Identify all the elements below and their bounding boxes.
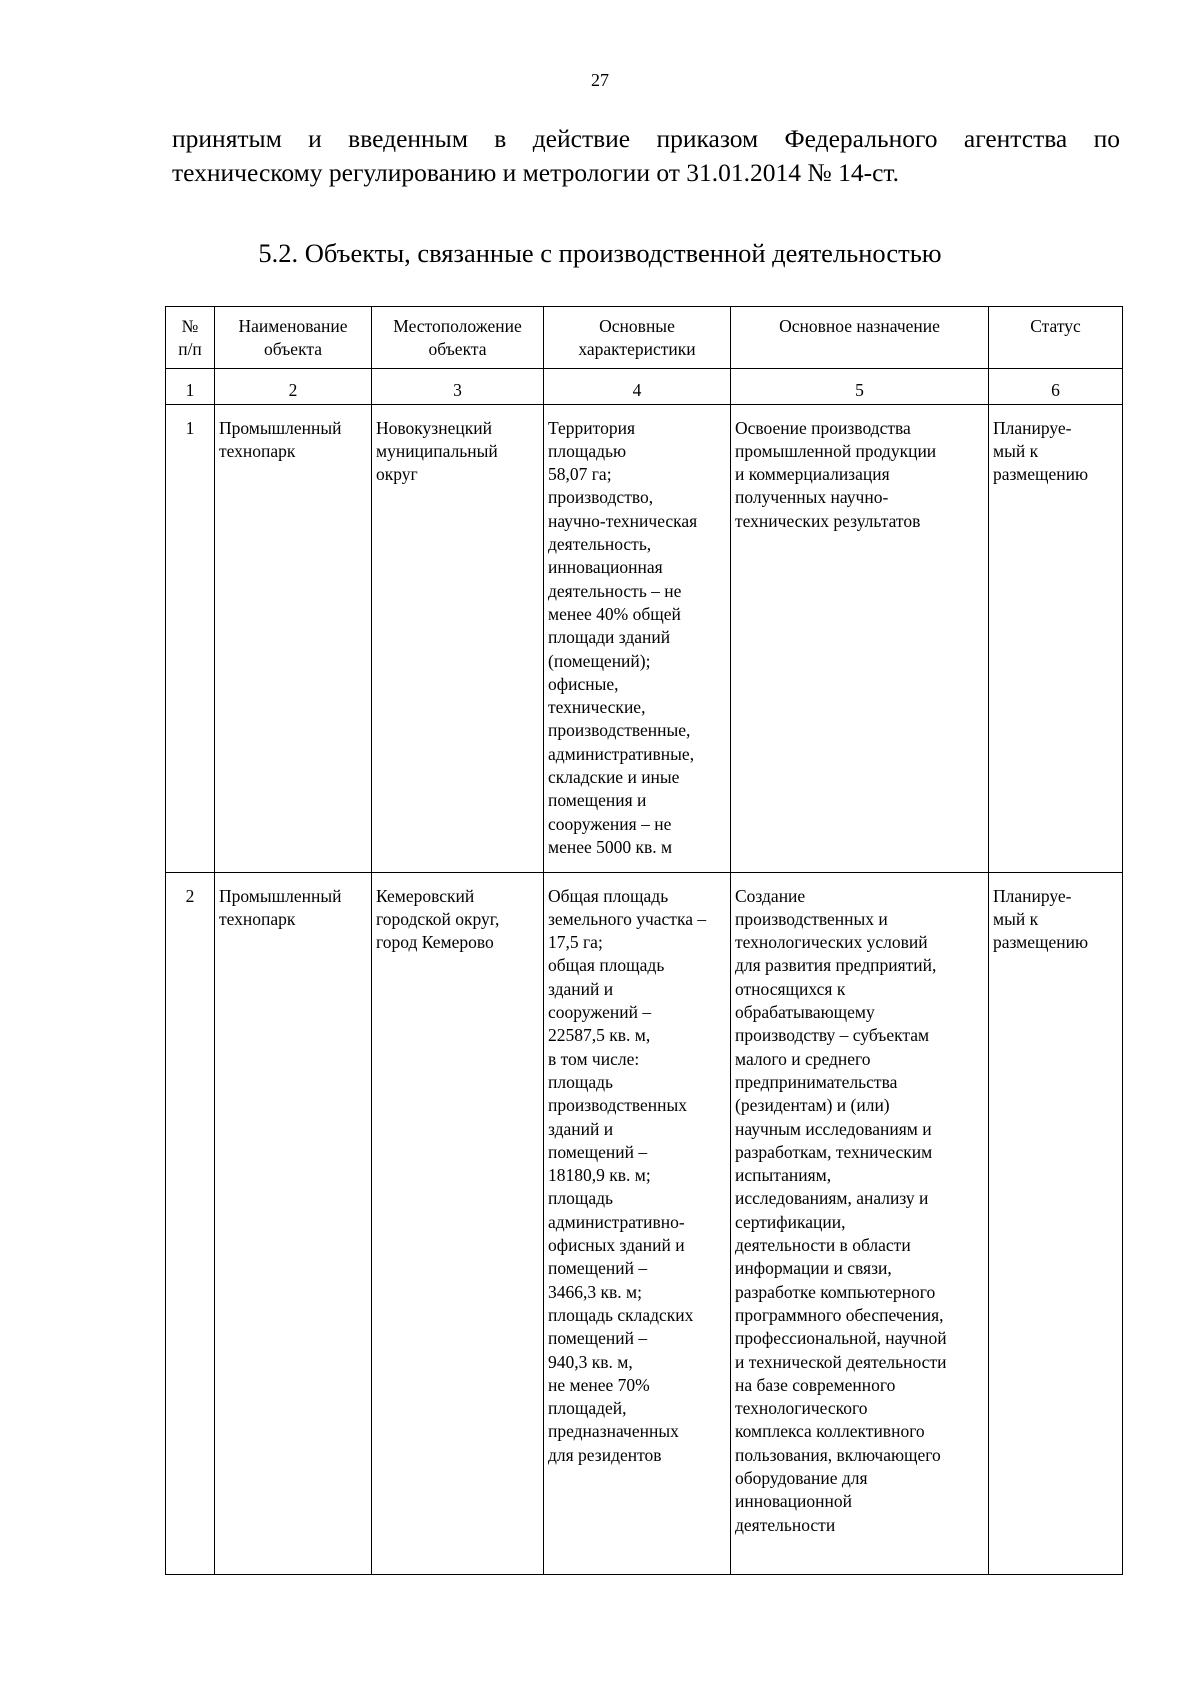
header-line: № [181,316,199,336]
row-num-cell: 2 [166,872,215,1574]
cell-line: в том числе: [548,1048,640,1069]
cell-line: Планируе- [993,885,1072,906]
cell-line: Создание [735,885,806,906]
cell-line: технологического [735,1398,868,1419]
object-location-cell [372,872,544,1574]
header-line: п/п [178,339,202,360]
cell-line: офисные, [548,673,619,694]
cell-line: помещений – [548,1258,648,1279]
intro-paragraph [172,122,1120,190]
cell-line: сооружения – не [548,813,672,834]
cell-line: площадь складских [548,1304,694,1325]
cell-line: округ [376,464,418,485]
column-number: 4 [544,368,731,404]
cell-line: Общая площадь [548,885,669,906]
cell-line: программного обеспечения, [735,1304,944,1325]
cell-line: (помещений); [548,650,651,671]
cell-line: площадью [548,440,627,461]
cell-line: для резидентов [548,1444,662,1465]
cell-line: Промышленный [219,417,342,438]
cell-line: зданий и [548,1118,614,1139]
objects-table [165,306,1123,1575]
cell-line: деятельности в области [735,1235,911,1256]
cell-line: технические, [548,697,646,718]
cell-line: 17,5 га; [548,932,603,953]
cell-line: 22587,5 кв. м, [548,1025,651,1046]
cell-line: 940,3 кв. м, [548,1351,633,1372]
cell-line: производственных и [735,908,888,929]
table-header-row [166,307,1123,369]
header-line: Местоположение [393,316,522,336]
cell-line: административные, [548,743,695,764]
cell-line: (резидентам) и (или) [735,1095,890,1116]
header-purpose [731,307,989,369]
cell-line: размещению [993,464,1089,485]
column-number: 1 [166,368,215,404]
table-row [166,404,1123,872]
cell-line: производство, [548,487,654,508]
header-line: Статус [1030,316,1081,336]
column-number: 2 [215,368,372,404]
header-line: объекта [428,339,487,360]
header-status [989,307,1123,369]
cell-line: площадь [548,1188,613,1209]
cell-line: производству – субъектам [735,1025,930,1046]
cell-line: менее 40% общей [548,603,681,624]
section-heading: 5.2. Объекты, связанные с производственной деятельностью [258,238,942,268]
cell-line: производственных [548,1095,688,1116]
cell-line: и коммерциализация [735,464,890,485]
header-location [372,307,544,369]
column-number-row [166,368,1123,404]
characteristics-cell [544,872,731,1574]
cell-line: относящихся к [735,978,846,999]
status-cell [989,872,1123,1574]
table-row [166,872,1123,1574]
cell-line: пользования, включающего [735,1444,941,1465]
cell-line: малого и среднего [735,1048,871,1069]
header-name [215,307,372,369]
cell-line: производственные, [548,720,691,741]
cell-line: и технической деятельности [735,1351,947,1372]
cell-line: складские и иные [548,767,680,788]
header-line: Основное назначение [779,316,940,336]
cell-line: сертификации, [735,1211,846,1232]
purpose-cell [731,404,989,872]
cell-line: Территория [548,417,635,438]
header-line: объекта [264,339,322,360]
cell-line: информации и связи, [735,1258,892,1279]
cell-line: общая площадь [548,955,665,976]
purpose-cell [731,872,989,1574]
cell-line: технопарк [219,440,296,461]
cell-line: технопарк [219,908,296,929]
column-number: 6 [989,368,1123,404]
cell-line: научно-техническая [548,510,698,531]
header-line: Наименование [238,316,348,336]
cell-line: деятельность, [548,534,652,555]
cell-line: разработкам, техническим [735,1141,933,1162]
cell-line: мый к [993,908,1039,929]
cell-line: промышленной продукции [735,440,937,461]
cell-line: город Кемерово [376,932,494,953]
cell-line: разработке компьютерного [735,1281,936,1302]
characteristics-cell [544,404,731,872]
cell-line: деятельность – не [548,580,682,601]
status-cell [989,404,1123,872]
cell-line: городской округ, [376,908,500,929]
cell-line: технических результатов [735,510,921,531]
cell-line: полученных научно- [735,487,889,508]
cell-line: Освоение производства [735,417,911,438]
cell-line: помещений – [548,1141,648,1162]
cell-line: на базе современного [735,1374,896,1395]
cell-line: земельного участка – [548,908,707,929]
cell-line: площадь [548,1071,613,1092]
cell-line: не менее 70% [548,1374,650,1395]
cell-line: 18180,9 кв. м; [548,1165,651,1186]
cell-line: помещений – [548,1328,648,1349]
cell-line: офисных зданий и [548,1235,685,1256]
header-line: характеристики [578,339,696,360]
object-location-cell [372,404,544,872]
cell-line: размещению [993,932,1089,953]
cell-line: площади зданий [548,627,671,648]
cell-line: предназначенных [548,1421,679,1442]
cell-line: исследованиям, анализу и [735,1188,929,1209]
cell-line: деятельности [735,1514,836,1535]
cell-line: менее 5000 кв. м [548,836,673,857]
page-number: 27 [591,70,609,90]
cell-line: Кемеровский [376,885,475,906]
cell-line: административно- [548,1211,685,1232]
row-num-cell: 1 [166,404,215,872]
cell-line: испытаниям, [735,1165,832,1186]
column-number: 3 [372,368,544,404]
cell-line: Промышленный [219,885,342,906]
cell-line: обрабатывающему [735,1002,875,1023]
cell-line: предпринимательства [735,1071,898,1092]
cell-line: технологических условий [735,932,928,953]
intro-line-2: техническому регулированию и метрологии от 31.01.2014 № 14-ст. [172,158,900,187]
header-characteristics [544,307,731,369]
cell-line: инновационная [548,557,663,578]
cell-line: комплекса коллективного [735,1421,925,1442]
header-line: Основные [599,316,675,336]
cell-line: муниципальный [376,440,498,461]
cell-line: для развития предприятий, [735,955,937,976]
object-name-cell [215,404,372,872]
cell-line: 58,07 га; [548,464,612,485]
cell-line: профессиональной, научной [735,1328,947,1349]
cell-line: Новокузнецкий [376,417,492,438]
cell-line: зданий и [548,978,614,999]
cell-line: инновационной [735,1491,852,1512]
cell-line: помещения и [548,790,647,811]
cell-line: площадей, [548,1398,627,1419]
cell-line: оборудование для [735,1468,868,1489]
intro-line-1: принятым и введенным в действие приказом Федерального агентства по [172,124,1120,153]
cell-line: 3466,3 кв. м; [548,1281,642,1302]
column-number: 5 [731,368,989,404]
cell-line: мый к [993,440,1039,461]
object-name-cell [215,872,372,1574]
header-num [166,307,215,369]
cell-line: научным исследованиям и [735,1118,932,1139]
cell-line: Планируе- [993,417,1072,438]
cell-line: сооружений – [548,1002,652,1023]
